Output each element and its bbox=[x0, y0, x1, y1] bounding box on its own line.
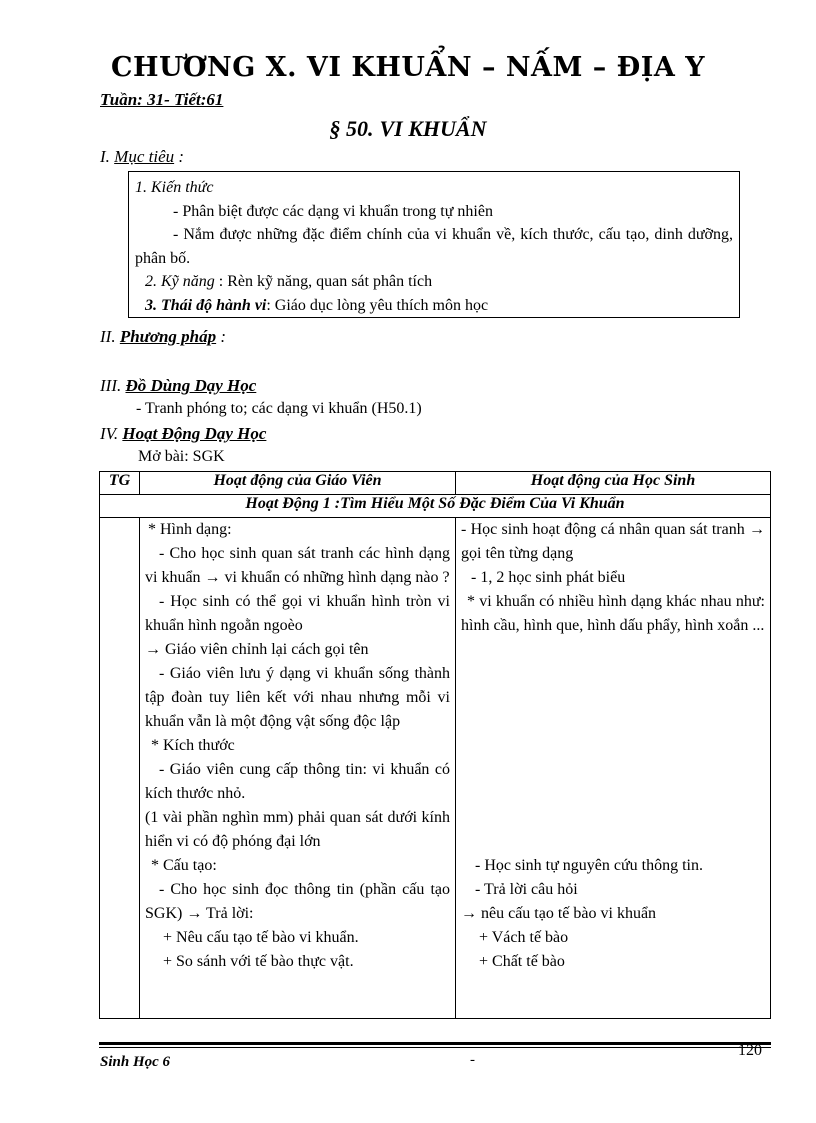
teacher-line: * Kích thước bbox=[151, 737, 235, 754]
student-line: - Trả lời câu hỏi bbox=[475, 881, 578, 898]
section-method-heading bbox=[100, 327, 226, 347]
teacher-line: - Giáo viên cung cấp thông tin: vi khuẩn có kích thước nhỏ. bbox=[145, 761, 450, 802]
section-suffix: : bbox=[174, 147, 185, 166]
student-cell bbox=[456, 518, 771, 1019]
knowledge-title: 1. Kiến thức bbox=[135, 179, 214, 196]
activities-table bbox=[99, 471, 771, 1019]
footer-subject: Sinh Học 6 bbox=[100, 1054, 171, 1070]
lesson-name: VI KHUẨN bbox=[379, 116, 487, 141]
week-period: Tuần: 31- Tiết:61 bbox=[100, 90, 224, 109]
section-mark: § 50. bbox=[329, 116, 374, 141]
student-line: + Chất tế bào bbox=[479, 953, 565, 970]
materials-item: - Tranh phóng to; các dạng vi khuẩn (H50.1) bbox=[136, 400, 422, 417]
footer-rule-thin bbox=[99, 1047, 771, 1048]
teacher-line: - Cho học sinh đọc thông tin (phần cấu tạo SGK) → Trả lời: bbox=[145, 881, 450, 922]
student-line: - 1, 2 học sinh phát biểu bbox=[471, 569, 626, 586]
student-line: → nêu cấu tạo tế bào vi khuẩn bbox=[461, 905, 657, 922]
student-line: * vi khuẩn có nhiều hình dạng khác nhau như: hình cầu, hình que, hình dấu phẩy, hình xoắn ... bbox=[461, 593, 765, 634]
student-spacer bbox=[461, 638, 765, 854]
student-line: - Học sinh hoạt động cá nhân quan sát tranh → gọi tên từng dạng bbox=[461, 521, 765, 562]
section-number: IV. bbox=[100, 424, 119, 443]
tg-cell bbox=[100, 518, 140, 1019]
section-title: Đồ Dùng Dạy Học bbox=[125, 376, 257, 395]
section-title: Hoạt Động Dạy Học bbox=[122, 424, 267, 443]
objectives-box bbox=[128, 171, 740, 318]
section-title: Phương pháp bbox=[119, 327, 217, 346]
lesson-title bbox=[0, 116, 816, 142]
skill-text: : Rèn kỹ năng, quan sát phân tích bbox=[214, 273, 433, 290]
footer-rule bbox=[99, 1042, 771, 1045]
teacher-line: * Cấu tạo: bbox=[151, 857, 217, 874]
section-objectives-heading bbox=[100, 147, 184, 167]
knowledge-item-1: - Phân biệt được các dạng vi khuẩn trong tự nhiên bbox=[173, 202, 493, 220]
skill-line bbox=[135, 270, 733, 294]
teacher-cell bbox=[140, 518, 456, 1019]
teacher-line: - Cho học sinh quan sát tranh các hình dạng vi khuẩn → vi khuẩn có những hình dạng nào ? bbox=[145, 545, 450, 586]
table-header-row bbox=[100, 472, 771, 495]
teacher-line: (1 vài phần nghìn mm) phải quan sát dưới kính hiển vi có độ phóng đại lớn bbox=[145, 809, 450, 850]
section-number: III. bbox=[100, 376, 122, 395]
teacher-line: → Giáo viên chỉnh lại cách gọi tên bbox=[145, 641, 369, 658]
teacher-line: * Hình dạng: bbox=[148, 521, 232, 538]
header-student: Hoạt động của Học Sinh bbox=[456, 472, 771, 495]
section-title: Mục tiêu bbox=[114, 147, 175, 166]
section-activities-heading bbox=[100, 424, 266, 444]
page-number: 120 bbox=[738, 1042, 762, 1059]
intro-line: Mở bài: SGK bbox=[138, 448, 225, 465]
teacher-line: - Giáo viên lưu ý dạng vi khuẩn sống thành tập đoàn tuy liên kết với nhau nhưng mỗi vi khuẩn vẫn là một động vật sống độc lập bbox=[145, 665, 450, 730]
header-tg: TG bbox=[100, 472, 140, 495]
activity1-title: Hoạt Động 1 :Tìm Hiểu Một Số Đặc Điểm Của Vi Khuẩn bbox=[100, 495, 771, 518]
student-line: + Vách tế bào bbox=[479, 929, 569, 946]
teacher-line: - Học sinh có thể gọi vi khuẩn hình tròn vi khuẩn hình ngoằn ngoèo bbox=[145, 593, 450, 634]
chapter-title: CHƯƠNG X. VI KHUẨN – NẤM – ĐỊA Y bbox=[110, 52, 706, 83]
section-number: I. bbox=[100, 147, 110, 166]
activity-title-row bbox=[100, 495, 771, 518]
attitude-title: 3. Thái độ hành vi bbox=[145, 296, 267, 314]
skill-title: 2. Kỹ năng bbox=[145, 273, 215, 290]
attitude-text: : Giáo dục lòng yêu thích môn học bbox=[266, 296, 489, 314]
footer-mid: - bbox=[470, 1052, 475, 1068]
section-suffix: : bbox=[216, 327, 227, 346]
header-teacher: Hoạt động của Giáo Viên bbox=[140, 472, 456, 495]
section-number: II. bbox=[100, 327, 116, 346]
attitude-line bbox=[135, 294, 733, 318]
activity-body-row bbox=[100, 518, 771, 1019]
teacher-line: + So sánh với tế bào thực vật. bbox=[163, 953, 354, 970]
student-line: - Học sinh tự nguyên cứu thông tin. bbox=[475, 857, 703, 874]
section-materials-heading bbox=[100, 376, 256, 396]
knowledge-item-2: - Nắm được những đặc điểm chính của vi khuẩn về, kích thước, cấu tạo, dinh dưỡng, phân bố. bbox=[135, 226, 733, 267]
teacher-line: + Nêu cấu tạo tế bào vi khuẩn. bbox=[163, 929, 359, 946]
